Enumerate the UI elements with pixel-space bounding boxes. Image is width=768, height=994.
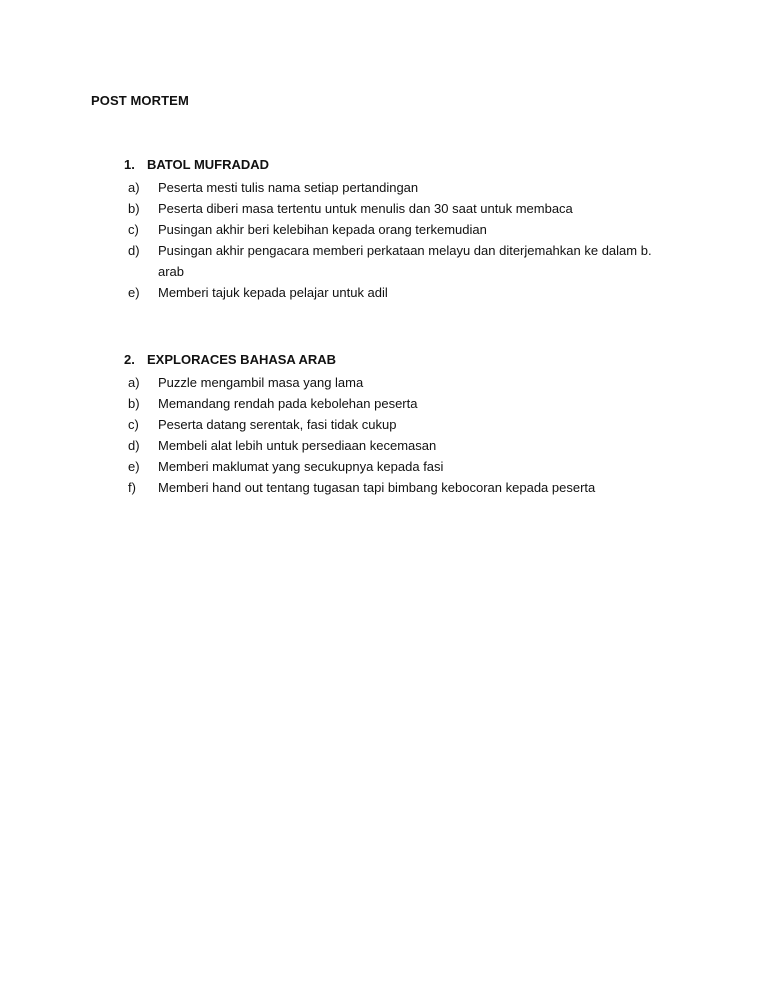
document-title: POST MORTEM <box>91 93 189 108</box>
list-item-text: Puzzle mengambil masa yang lama <box>158 375 364 390</box>
list-item <box>0 414 768 435</box>
list-item <box>0 282 768 303</box>
list-item-text: Pusingan akhir beri kelebihan kepada orang terkemudian <box>158 222 487 237</box>
list-item <box>0 198 768 219</box>
list-item <box>0 435 768 456</box>
list-item-letter: b) <box>128 201 140 216</box>
list-item-letter: a) <box>128 375 140 390</box>
list-item-letter: a) <box>128 180 140 195</box>
list-item-letter: b) <box>128 396 140 411</box>
list-item <box>0 456 768 477</box>
list-item-text: Memberi tajuk kepada pelajar untuk adil <box>158 285 388 300</box>
list-item-text: Memandang rendah pada kebolehan peserta <box>158 396 418 411</box>
list-item <box>0 477 768 498</box>
list-item-text: Peserta diberi masa tertentu untuk menulis dan 30 saat untuk membaca <box>158 201 573 216</box>
section-exploraces-bahasa-arab <box>0 352 768 498</box>
list-item <box>0 393 768 414</box>
list-item <box>0 219 768 240</box>
section-number: 1. <box>124 157 135 172</box>
list-item-text: Membeli alat lebih untuk persediaan kecemasan <box>158 438 437 453</box>
list-item-text: Memberi hand out tentang tugasan tapi bimbang kebocoran kepada peserta <box>158 480 596 495</box>
list-item-letter: c) <box>128 222 139 237</box>
list-item <box>0 240 768 282</box>
list-item-text: Peserta datang serentak, fasi tidak cukup <box>158 417 397 432</box>
list-item <box>0 372 768 393</box>
list-item-letter: d) <box>128 243 140 258</box>
list-item-text: Memberi maklumat yang secukupnya kepada fasi <box>158 459 444 474</box>
list-item-letter: c) <box>128 417 139 432</box>
section-title: BATOL MUFRADAD <box>147 157 270 172</box>
list-item <box>0 177 768 198</box>
list-item-text: Peserta mesti tulis nama setiap pertandingan <box>158 180 419 195</box>
list-item-letter: e) <box>128 459 140 474</box>
list-item-letter: f) <box>128 480 136 495</box>
section-title: EXPLORACES BAHASA ARAB <box>147 352 336 367</box>
list-item-letter: e) <box>128 285 140 300</box>
list-item-text: Pusingan akhir pengacara memberi perkataan melayu dan diterjemahkan ke dalam b. arab <box>158 243 652 279</box>
section-heading <box>0 352 768 372</box>
section-batol-mufradad <box>0 157 768 303</box>
section-heading <box>0 157 768 177</box>
section-number: 2. <box>124 352 135 367</box>
list-item-letter: d) <box>128 438 140 453</box>
